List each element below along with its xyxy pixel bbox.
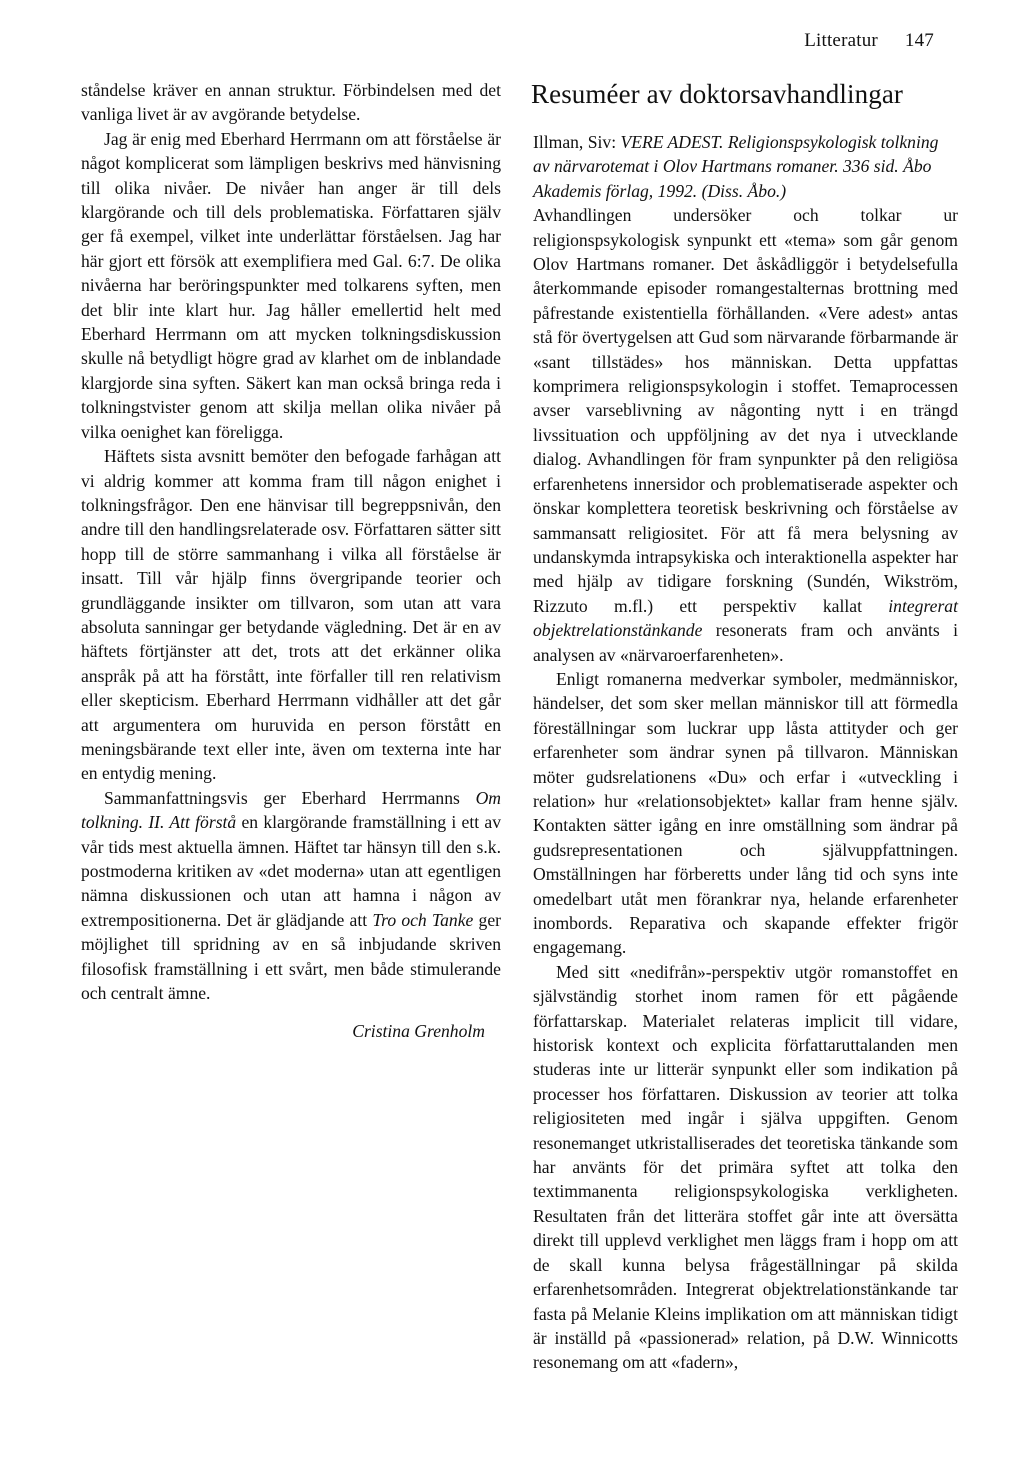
summary-paragraph [81,786,501,1006]
review-author: Cristina Grenholm [352,1021,485,1042]
journal-title: Tro och Tanke [372,909,474,930]
paragraph: Häftets sista avsnitt bemöter den befogade farhågan att vi aldrig kommer att komma fram till någon enighet i tolkningsfrågor. Den ene hänvisar till begreppsnivån, den andre till den handlingsrelaterade osv. Författaren sätter sitt hopp till de större sammanhang i vilka all förståelse är insatt. Till vår hjälp finns övergripande teorier och grundläggande insikter om tillvaron, som utan att vara absoluta sanningar ger betydande vägledning. Det är en av häftets förtjänster att det, trots att det erkänner olika anspråk på att ha förstått, inte förfaller till ren relativism eller skepticism. Eberhard Herrmann vidhåller att det går att argumentera om huruvida en person förstått en meningsbärande text eller inte, även om texterna inte har en entydig mening. [81,446,501,784]
citation-author: Illman, Siv: [533,132,621,152]
italic-term: integrerat objektrelationstänkande [533,595,958,641]
text-span: en klargörande framställning i ett av vår tids mest aktuella ämnen. Häftet tar hänsyn till den s.k. postmoderna kritiken av «det moderna» utan att egentligen nämna diskussionen och utan att hamna i någon av extrempositionerna. Det är glädjande att [81,812,501,930]
text-span: Avhandlingen undersöker och tolkar ur religionspsykologisk synpunkt ett «tema» som går genom Olov Hartmans romaner. Det åskådliggör i betydelsefulla återkommande episoder romangestalternas brottning med påfrestande existentiella förhållanden. «Vere adest» antas stå för övertygelsen att Gud som närvarande förbarmande är «sant tillstädes» hos människan. Detta uppfattas komprimera religionspsykologin i stoffet. Temaprocessen avser varseblivning av någonting nytt i en trängd livssituation och uppföljning av det nya i utvecklande dialog. Avhandlingen för fram synpunkter på den religiösa erfarenhetens innersidor och problematiserade aspekter och önskar komplettera teoretisk beskrivning och förståelse av sammansatt religiositet. För att få mera belysning av undanskymda intrapsykiska och interaktionella aspekter har med hjälp av tidigare forskning (Sundén, Wikström, Rizzuto m.fl.) ett perspektiv kallat [533,205,958,616]
book-title: Om tolkning. II. Att förstå [81,787,501,833]
left-column [81,78,501,1044]
paragraph: ståndelse kräver en annan struktur. Förbindelsen med det vanliga livet är av avgörande betydelse. [81,80,501,125]
paragraph: Enligt romanerna medverkar symboler, medmänniskor, händelser, det som sker mellan människor till att förmedla föreställningar som luckrar upp låsta attityder och ger erfarenheter som ändrar synen på tillvaron. Människan möter gudsrelationens «Du» och erfar i «utveckling i relation» hur «relationsobjektet» kallar fram henne själv. Kontakten sätter igång en inre omställning som ändrar på gudsrepresentationen och självuppfattningen. Omställningen har förberetts under lång tid och syns inte omedelbart utåt men förankrar nya, helande erfarenheter inombords. Reparativa och skapande effekter frigör engagemang. [533,668,958,958]
text-span: ger möjlighet till spridning av en så inbjudande skriven filosofisk framställning i ett svårt, men både stimulerande och centralt ämne. [81,909,501,1004]
paragraph: Jag är enig med Eberhard Herrmann om att förståelse är något komplicerat som lämpligen beskrivs med hänvisning till olika nivåer. De nivåer han anger är till dels klargörande och till dels problematiska. Författaren själv ger få exempel, vilket inte underlättar förståelsen. Jag har här gjort ett försök att exemplifiera med Gal. 6:7. De olika nivåerna har beröringspunkter med tolkarens syften, men det blir inte klart hur. Jag håller emellertid helt med Eberhard Herrmann om att mycken tolkningsdiskussion skulle nå betydligt högre grad av klarhet om de inblandade klargjorde sina syften. Säkert kan man också bringa reda i tolkningstvister genom att skilja mellan olika nivåer på vilka oenighet kan föreligga. [81,128,501,442]
citation-title: VERE ADEST. Religionspsykologisk tolkning av närvarotemat i Olov Hartmans romaner. 336 sid. Åbo Akademis förlag, 1992. (Diss. Åbo.) [533,132,939,201]
running-head-section: Litteratur [804,30,878,51]
citation [533,130,958,203]
right-column [533,78,958,1375]
paragraph [533,203,958,667]
section-heading: Resuméer av doktorsavhandlingar [531,79,903,109]
page-number: 147 [904,30,934,51]
paragraph: Med sitt «nedifrån»-perspektiv utgör romanstoffet en självständig storhet inom ramen för ett pågående författarskap. Materialet relateras implicit till vidare, historisk kontext och explicita författaruttalanden men studeras inte ur litterär synpunkt eller som indikation på processer hos författaren. Diskussion av teorier att tolka religiositeten med ingår i själva uppgiften. Genom resonemanget utkristalliserades det teoretiska tänkande som har använts för det primära syftet att tolka den textimmanenta religionspsykologiska verkligheten. Resultaten från det litterära stoffet går inte att översätta direkt till upplevd verklighet men läggs fram i hopp om att de skall kunna belysa frågeställningar på skilda erfarenhetsområden. Integrerat objektrelationstänkande tar fasta på Melanie Kleins implikation om att människan tidigt är inställd på «passionerad» relation, på D.W. Winnicotts resonemang om att «fadern», [533,961,958,1373]
text-span: resonerats fram och använts i analysen av «närvaroerfarenheten». [533,620,958,665]
text-span: Sammanfattningsvis ger Eberhard Herrmanns [104,787,476,808]
page-header [804,30,934,52]
